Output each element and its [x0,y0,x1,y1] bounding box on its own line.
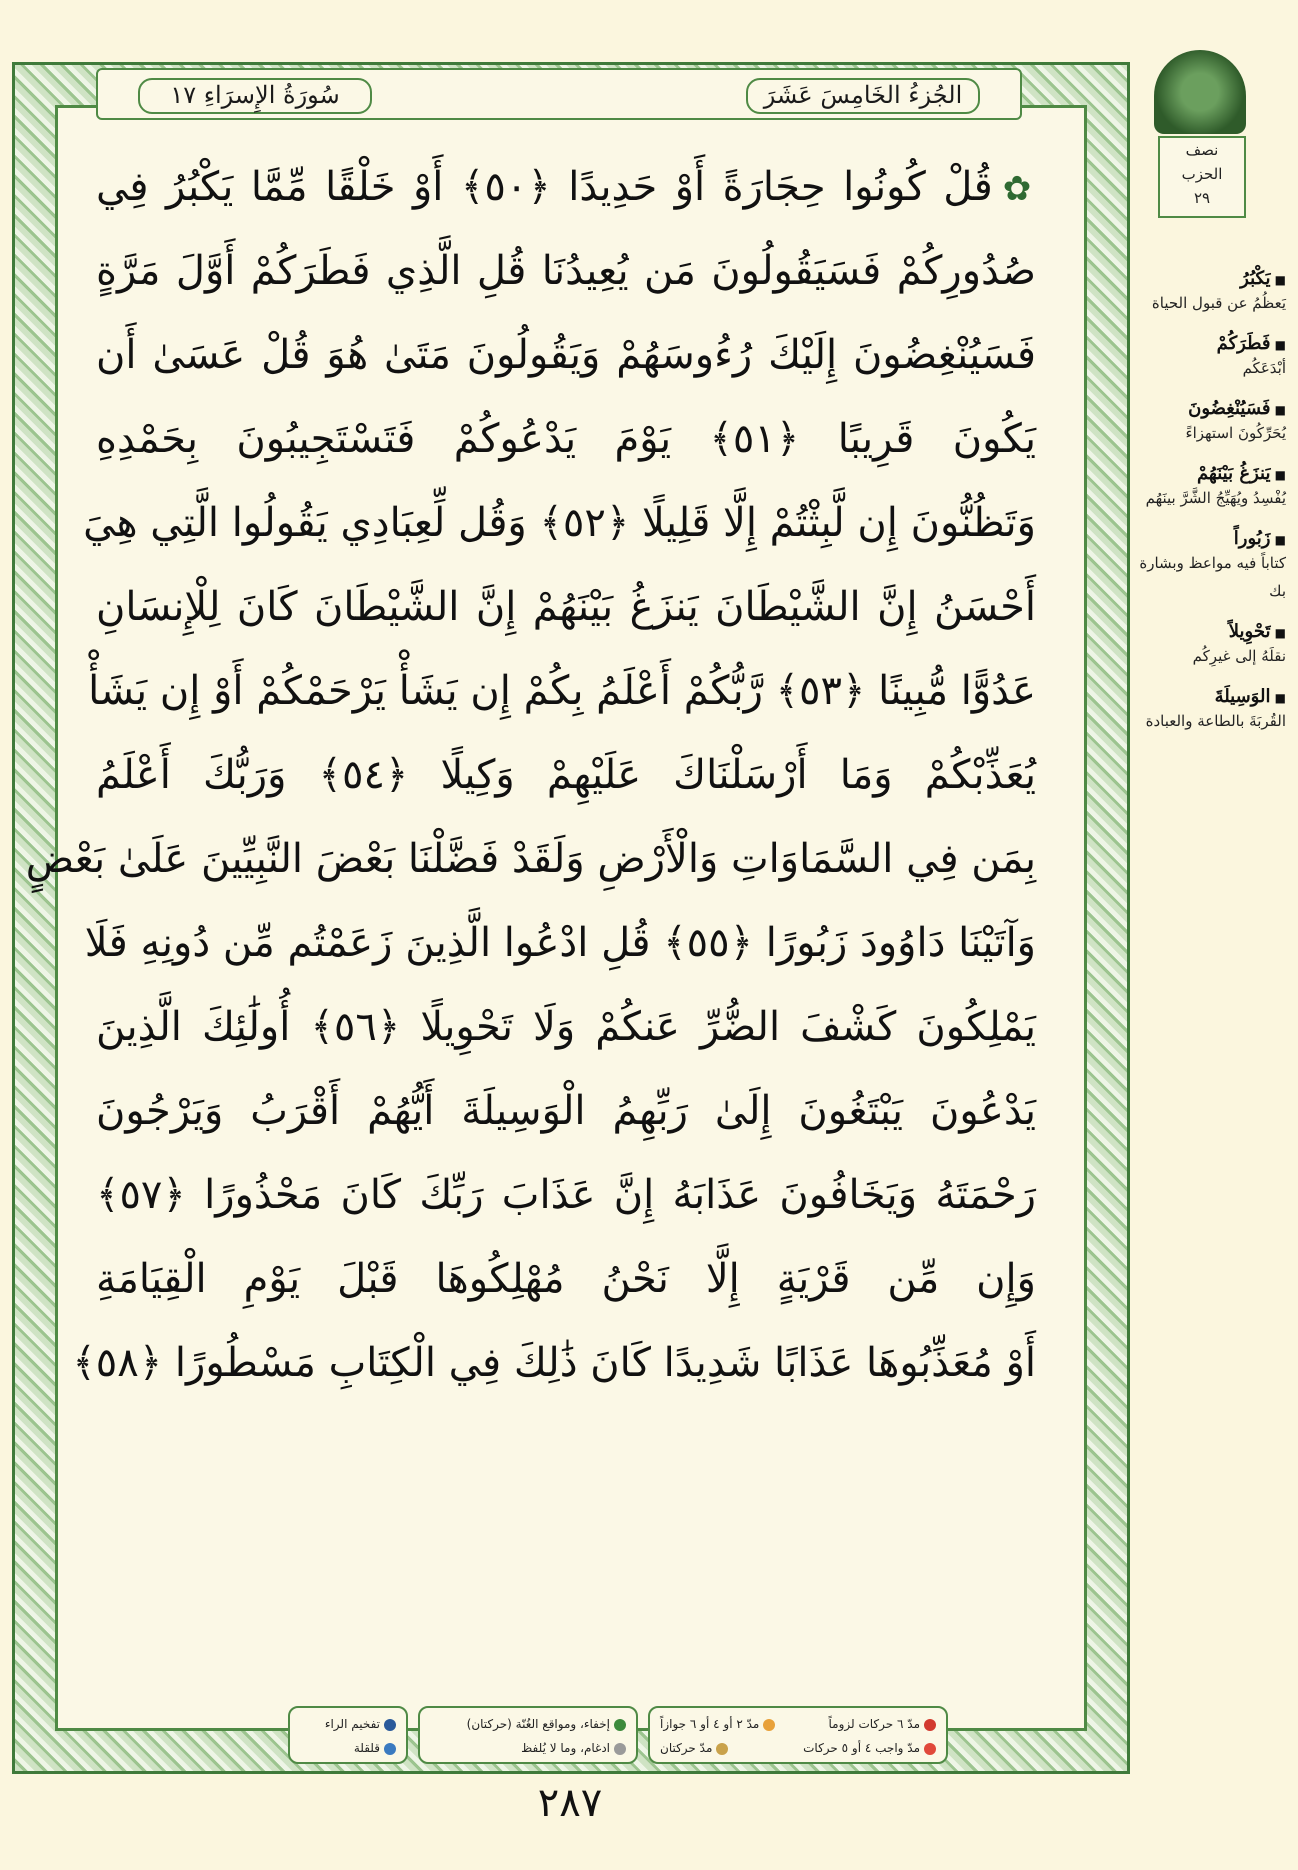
verse-text: قُلْ كُونُوا حِجَارَةً أَوْ حَدِيدًا ﴿٥٠﴾ أَوْ خَلْقًا مِّمَّا يَكْبُرُ فِي [96,164,993,210]
gloss-definition: نقلَهُ إلى غيرِكُم [1192,647,1286,665]
hizb-label-1: نصف [1185,141,1219,159]
tajweed-legend [308,1706,948,1764]
gloss-item [1138,621,1286,670]
flower-icon: ✿ [1002,169,1036,209]
juz-title: الجُزءُ الخَامِسَ عَشَرَ [746,78,980,114]
gloss-word: ■ فَسَيُنْغِضُونَ [1138,398,1286,419]
verse-lines [25,145,1036,1405]
legend-dot-icon [924,1743,936,1755]
verse-line-5: وَتَظُنُّونَ إِن لَّبِثْتُمْ إِلَّا قَلِيلًا ﴿٥٢﴾ وَقُل لِّعِبَادِي يَقُولُوا الَّتِي هِيَ [83,500,1036,546]
legend-other [288,1706,408,1764]
legend-madd [648,1706,948,1764]
verse-line-3: فَسَيُنْغِضُونَ إِلَيْكَ رُءُوسَهُمْ وَيَقُولُونَ مَتَىٰ هُوَ قُلْ عَسَىٰ أَن [96,332,1036,378]
legend-dot-icon [763,1719,775,1731]
legend-label: تفخيم الراء [324,1717,380,1731]
verse-line-1 [96,145,1036,229]
legend-label: قلقلة [353,1741,380,1755]
hizb-emblem [1140,50,1260,230]
gloss-word: ■ يَنزَغُ بَيْنَهُمْ [1138,463,1286,484]
legend-dot-icon [924,1719,936,1731]
verse-line-8: يُعَذِّبْكُمْ وَمَا أَرْسَلْنَاكَ عَلَيْهِمْ وَكِيلًا ﴿٥٤﴾ وَرَبُّكَ أَعْلَمُ [96,752,1036,798]
verse-line-9: بِمَن فِي السَّمَاوَاتِ وَالْأَرْضِ وَلَقَدْ فَضَّلْنَا بَعْضَ النَّبِيِّينَ عَلَىٰ بَعْضٍ [25,836,1036,882]
dome-ornament-icon [1154,50,1246,134]
hizb-number: ٢٩ [1193,189,1211,207]
verse-line-14: وَإِن مِّن قَرْيَةٍ إِلَّا نَحْنُ مُهْلِكُوهَا قَبْلَ يَوْمِ الْقِيَامَةِ [96,1256,1036,1302]
gloss-item [1138,268,1286,317]
page-header [96,68,1022,120]
gloss-word: ■ تَحْوِيلاً [1138,621,1286,642]
gloss-item [1138,686,1286,735]
verse-line-6: أَحْسَنُ إِنَّ الشَّيْطَانَ يَنزَغُ بَيْنَهُمْ إِنَّ الشَّيْطَانَ كَانَ لِلْإِنسَانِ [96,584,1036,630]
legend-label: مدّ واجب ٤ أو ٥ حركات [803,1741,920,1755]
verse-line-11: يَمْلِكُونَ كَشْفَ الضُّرِّ عَنكُمْ وَلَا تَحْوِيلًا ﴿٥٦﴾ أُولَٰئِكَ الَّذِينَ [96,1004,1036,1050]
legend-label: مدّ ٦ حركات لزوماً [828,1717,920,1731]
gloss-word: ■ يَكْبُرُ [1138,268,1286,289]
hizb-label-2: الحزب [1181,165,1223,183]
gloss-definition: القُربَةَ بالطاعة والعبادة [1145,712,1286,730]
gloss-definition: يُحَرِّكُونَ استهزاءً [1185,424,1286,442]
verse-line-2: صُدُورِكُمْ فَسَيَقُولُونَ مَن يُعِيدُنَا قُلِ الَّذِي فَطَرَكُمْ أَوَّلَ مَرَّةٍ [96,248,1036,294]
gloss-word: ■ فَطَرَكُمْ [1138,333,1286,354]
gloss-definition: أبْدَعَكُم [1242,359,1286,377]
legend-label: إخفاء، ومواقع الغُنّة (حركتان) [466,1717,610,1731]
legend-ghunna [418,1706,638,1764]
verse-line-4: يَكُونَ قَرِيبًا ﴿٥١﴾ يَوْمَ يَدْعُوكُمْ فَتَسْتَجِيبُونَ بِحَمْدِهِ [96,416,1036,462]
verse-line-7: عَدُوًّا مُّبِينًا ﴿٥٣﴾ رَّبُّكُمْ أَعْلَمُ بِكُمْ إِن يَشَأْ يَرْحَمْكُمْ أَوْ إِن يَشَأْ [88,668,1036,714]
gloss-item [1138,528,1286,605]
verse-line-10: وَآتَيْنَا دَاوُودَ زَبُورًا ﴿٥٥﴾ قُلِ ادْعُوا الَّذِينَ زَعَمْتُم مِّن دُونِهِ فَلَا [84,920,1036,966]
hizb-marker [1158,136,1246,218]
legend-dot-icon [384,1719,396,1731]
gloss-word: ■ الوَسِيلَةَ [1138,686,1286,707]
verse-line-13: رَحْمَتَهُ وَيَخَافُونَ عَذَابَهُ إِنَّ عَذَابَ رَبِّكَ كَانَ مَحْذُورًا ﴿٥٧﴾ [96,1172,1036,1218]
gloss-word: ■ زَبُوراً [1138,528,1286,549]
gloss-item [1138,463,1286,512]
gloss-definition: كتاباً فيه مواعظ وبشارة بك [1139,554,1286,600]
legend-label: ادغام، وما لا يُلفظ [521,1741,610,1755]
verse-line-12: يَدْعُونَ يَبْتَغُونَ إِلَىٰ رَبِّهِمُ الْوَسِيلَةَ أَيُّهُمْ أَقْرَبُ وَيَرْجُونَ [96,1088,1036,1134]
legend-dot-icon [716,1743,728,1755]
legend-label: مدّ حركتان [660,1741,713,1755]
legend-label: مدّ ٢ أو ٤ أو ٦ جوازاً [660,1717,760,1731]
page-number: ٢٨٧ [537,1780,603,1826]
gloss-item [1138,333,1286,382]
gloss-definition: يَعظُمُ عن قبول الحياة [1151,294,1286,312]
gloss-definition: يُفْسِدُ ويُهَيِّجُ الشَّرَّ بينَهُم [1145,489,1286,507]
surah-title: سُورَةُ الإِسرَاءِ ١٧ [138,78,372,114]
legend-dot-icon [384,1743,396,1755]
glossary [1138,268,1286,751]
legend-dot-icon [614,1719,626,1731]
verse-line-15: أَوْ مُعَذِّبُوهَا عَذَابًا شَدِيدًا كَانَ ذَٰلِكَ فِي الْكِتَابِ مَسْطُورًا ﴿٥٨﴾ [72,1340,1036,1386]
legend-dot-icon [614,1743,626,1755]
gloss-item [1138,398,1286,447]
